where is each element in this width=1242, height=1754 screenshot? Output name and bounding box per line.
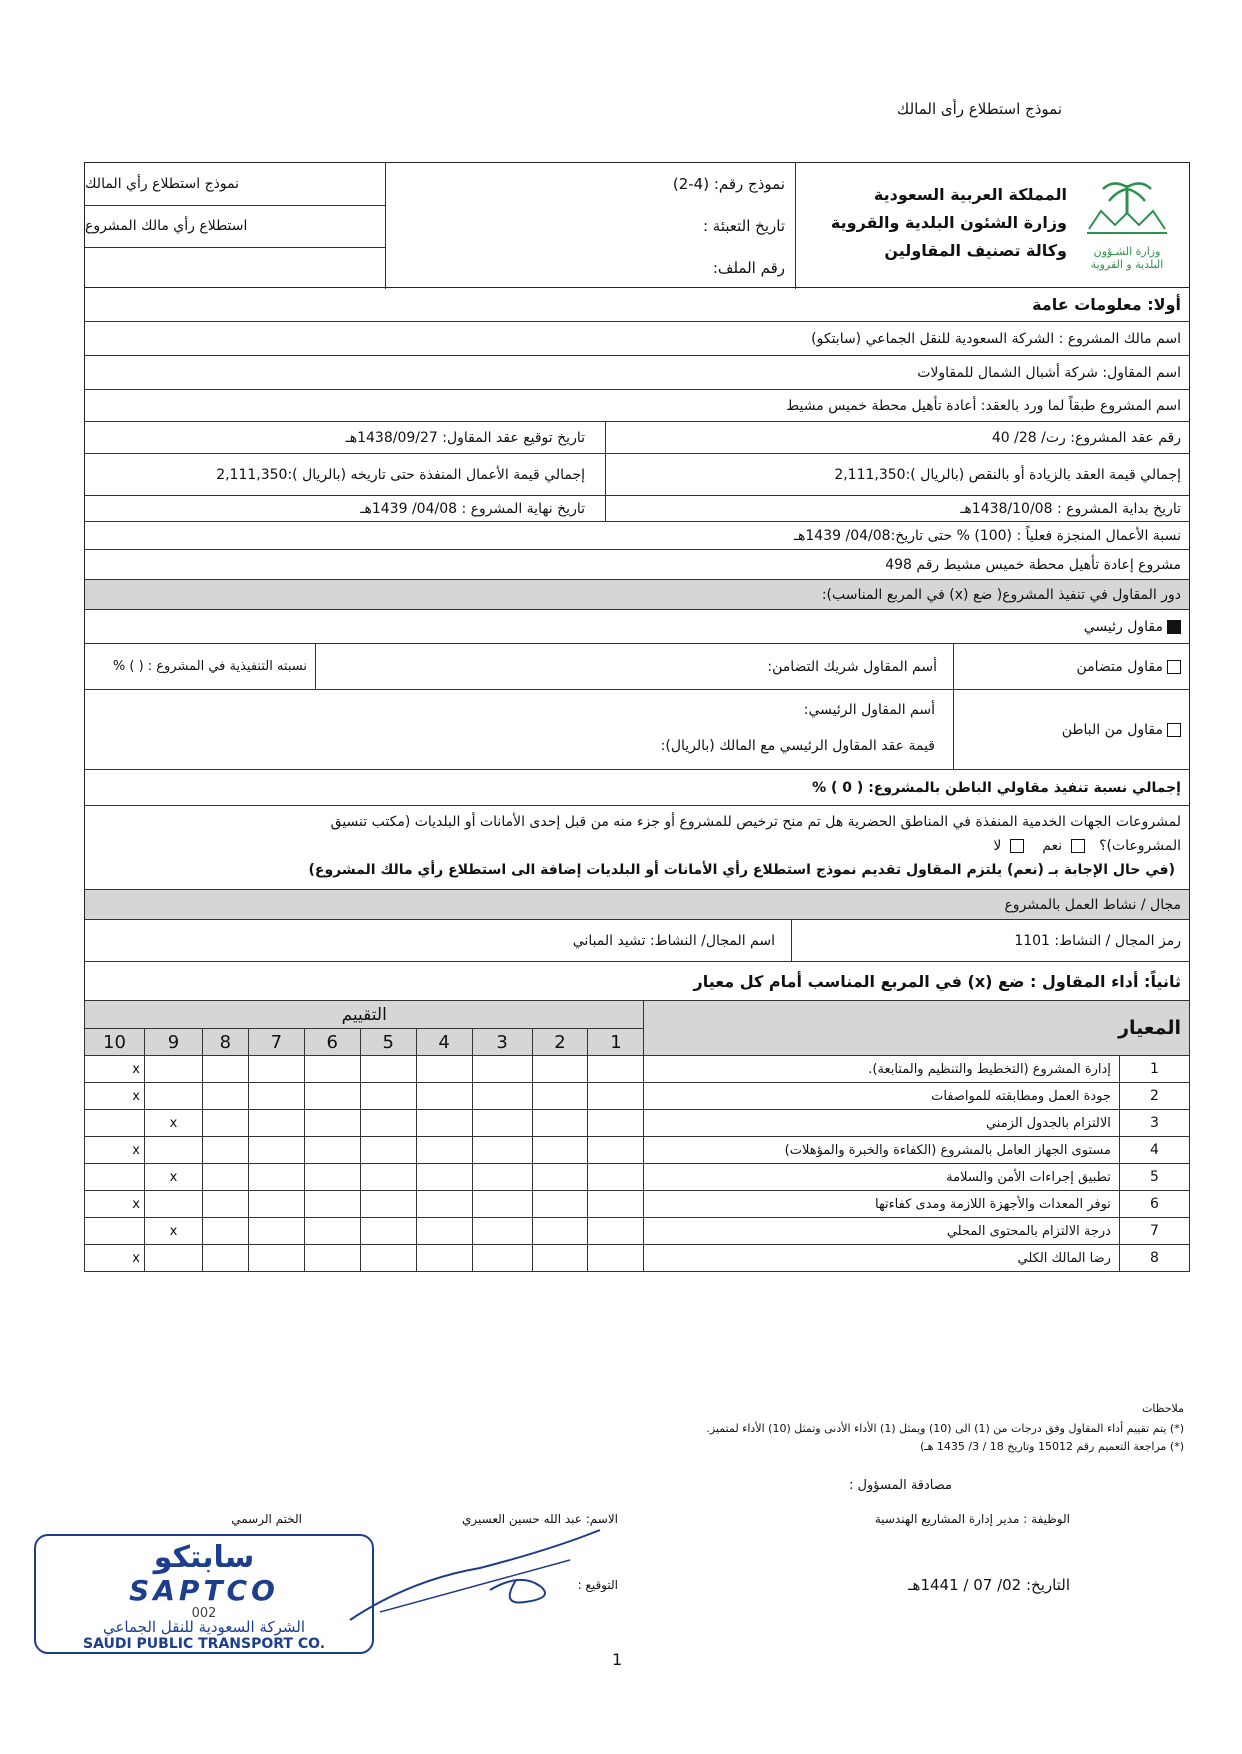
rating-cell-4[interactable] bbox=[416, 1191, 472, 1218]
table-row bbox=[85, 1110, 1190, 1137]
note-2: (*) مراجعة التعميم رقم 15012 وتاريخ 18 / 3/ 1435 هـ) bbox=[920, 1440, 1184, 1453]
rating-cell-10[interactable] bbox=[85, 1137, 145, 1164]
subcontractor-total: إجمالي نسبة تنفيذ مقاولي الباطن بالمشروع: ( 0 ) % bbox=[812, 779, 1181, 796]
rating-cell-4[interactable] bbox=[416, 1056, 472, 1083]
role-header-row bbox=[84, 580, 1190, 610]
rating-cell-5[interactable] bbox=[360, 1056, 416, 1083]
rating-cell-1[interactable] bbox=[588, 1110, 644, 1137]
urban-yes-label: نعم bbox=[1042, 838, 1063, 854]
rating-cell-9[interactable] bbox=[144, 1137, 202, 1164]
scale-header-cell: 9 bbox=[144, 1029, 202, 1056]
rating-cell-7[interactable] bbox=[248, 1164, 304, 1191]
activity-header-row bbox=[84, 890, 1190, 920]
criterion-label: توفر المعدات والأجهزة اللازمة ومدى كفاءتها bbox=[644, 1191, 1120, 1218]
company-stamp bbox=[34, 1534, 374, 1654]
signature-scribble-icon bbox=[340, 1520, 640, 1630]
criterion-label: مستوى الجهاز العامل بالمشروع (الكفاءة والخبرة والمؤهلات) bbox=[644, 1137, 1120, 1164]
note-1: (*) يتم تقييم أداء المقاول وفق درجات من (1) الى (10) ويمثل (1) الأداء الأدنى وتمثل (10) الأداء لمتميز. bbox=[706, 1422, 1184, 1435]
role-header: دور المقاول في تنفيذ المشروع( ضع (x) في المربع المناسب): bbox=[821, 586, 1181, 603]
activity-header: مجال / نشاط العمل بالمشروع bbox=[1004, 896, 1181, 913]
palm-tree-icon bbox=[1077, 175, 1177, 241]
scale-header-cell: 8 bbox=[202, 1029, 248, 1056]
rating-cell-5[interactable] bbox=[360, 1218, 416, 1245]
rating-cell-8[interactable] bbox=[202, 1245, 248, 1272]
rating-mark: x bbox=[132, 1142, 140, 1158]
rating-table bbox=[84, 1000, 1190, 1272]
main-contract-value: قيمة عقد المقاول الرئيسي مع المالك (بالريال): bbox=[660, 738, 935, 754]
role-main-row bbox=[84, 610, 1190, 644]
rating-cell-1[interactable] bbox=[588, 1056, 644, 1083]
rating-cell-10[interactable] bbox=[85, 1245, 145, 1272]
rating-cell-8[interactable] bbox=[202, 1056, 248, 1083]
rating-cell-9[interactable] bbox=[144, 1056, 202, 1083]
rating-mark: x bbox=[132, 1250, 140, 1266]
rating-cell-3[interactable] bbox=[472, 1056, 532, 1083]
activity-code: رمز المجال / النشاط: 1101 bbox=[1014, 932, 1181, 949]
form-header bbox=[84, 162, 1190, 288]
criterion-number: 5 bbox=[1119, 1164, 1189, 1191]
contract-row bbox=[84, 422, 1190, 454]
stamp-english-name: SAUDI PUBLIC TRANSPORT CO. bbox=[82, 1636, 326, 1652]
main-contractor-checkbox[interactable] bbox=[1167, 620, 1181, 634]
table-row bbox=[85, 1218, 1190, 1245]
rating-cell-9[interactable] bbox=[144, 1164, 202, 1191]
subcontractor-total-row bbox=[84, 770, 1190, 806]
header-left-column bbox=[85, 163, 386, 289]
rating-cell-8[interactable] bbox=[202, 1191, 248, 1218]
rating-cell-5[interactable] bbox=[360, 1110, 416, 1137]
rating-cell-10[interactable] bbox=[85, 1110, 145, 1137]
scale-header-cell: 2 bbox=[532, 1029, 588, 1056]
signature-label: التوقيع : bbox=[577, 1578, 618, 1592]
contract-value: إجمالي قيمة العقد بالزيادة أو بالنقص (بالريال ):2,111,350 bbox=[834, 466, 1181, 483]
urban-note: (في حال الإجابة بـ (نعم) يلتزم المقاول تقديم نموذج استطلاع رأي الأمانات أو البلديات إضافة الى استطلاع رأي مالك المشروع) bbox=[308, 862, 1175, 878]
rating-cell-10[interactable] bbox=[85, 1056, 145, 1083]
rating-cell-6[interactable] bbox=[304, 1137, 360, 1164]
rating-cell-1[interactable] bbox=[588, 1245, 644, 1272]
stamp-latin-brand: SAPTCO bbox=[129, 1574, 279, 1607]
form-subtitle: استطلاع رأي مالك المشروع bbox=[85, 205, 385, 248]
rating-cell-1[interactable] bbox=[588, 1137, 644, 1164]
rating-cell-3[interactable] bbox=[472, 1083, 532, 1110]
header-right-column bbox=[795, 163, 1189, 289]
main-contractor-name: أسم المقاول الرئيسي: bbox=[803, 702, 935, 718]
joint-partner-name: أسم المقاول شريك التضامن: bbox=[767, 658, 937, 675]
page-title: نموذج استطلاع رأى المالك bbox=[896, 100, 1062, 118]
rating-mark: x bbox=[169, 1169, 178, 1185]
rating-mark: x bbox=[132, 1196, 140, 1212]
urban-question-2: المشروعات)؟ bbox=[1099, 838, 1181, 854]
rating-cell-3[interactable] bbox=[472, 1110, 532, 1137]
org-line-2: وزارة الشئون البلدية والقروية bbox=[830, 213, 1067, 232]
notes-title: ملاحظات bbox=[1142, 1402, 1184, 1415]
logo-text-2: البلدية و القروية bbox=[1090, 258, 1164, 271]
form-title: نموذج استطلاع رأي المالك bbox=[85, 163, 385, 206]
urban-no-label: لا bbox=[993, 838, 1002, 854]
rating-cell-10[interactable] bbox=[85, 1083, 145, 1110]
rating-cell-2[interactable] bbox=[532, 1083, 588, 1110]
contractor-name: اسم المقاول: شركة أشبال الشمال للمقاولات bbox=[917, 364, 1181, 381]
seal-label: الختم الرسمي bbox=[231, 1512, 302, 1526]
rating-cell-8[interactable] bbox=[202, 1164, 248, 1191]
rating-cell-6[interactable] bbox=[304, 1056, 360, 1083]
criterion-label: درجة الالتزام بالمحتوى المحلي bbox=[644, 1218, 1120, 1245]
rating-cell-7[interactable] bbox=[248, 1137, 304, 1164]
urban-row bbox=[84, 806, 1190, 890]
criterion-number: 8 bbox=[1119, 1245, 1189, 1272]
rating-cell-5[interactable] bbox=[360, 1164, 416, 1191]
contractor-row bbox=[84, 356, 1190, 390]
section-2-title: ثانياً: أداء المقاول : ضع (x) في المربع المناسب أمام كل معيار bbox=[693, 971, 1181, 991]
org-line-1: المملكة العربية السعودية bbox=[873, 185, 1067, 204]
rating-cell-9[interactable] bbox=[144, 1083, 202, 1110]
table-row bbox=[85, 1137, 1190, 1164]
rating-cell-10[interactable] bbox=[85, 1191, 145, 1218]
rating-cell-10[interactable] bbox=[85, 1164, 145, 1191]
rating-cell-3[interactable] bbox=[472, 1218, 532, 1245]
criterion-number: 6 bbox=[1119, 1191, 1189, 1218]
sub-contractor-label: مقاول من الباطن bbox=[1061, 721, 1163, 738]
sub-contractor-checkbox[interactable] bbox=[1167, 723, 1181, 737]
value-row bbox=[84, 454, 1190, 496]
owner-name: اسم مالك المشروع : الشركة السعودية للنقل الجماعي (سابتكو) bbox=[811, 330, 1181, 347]
criterion-number: 7 bbox=[1119, 1218, 1189, 1245]
section-1-title: أولا: معلومات عامة bbox=[1032, 295, 1181, 314]
rating-cell-9[interactable] bbox=[144, 1110, 202, 1137]
dates-row bbox=[84, 496, 1190, 522]
scale-header-cell: 6 bbox=[304, 1029, 360, 1056]
rating-cell-7[interactable] bbox=[248, 1245, 304, 1272]
page-number: 1 bbox=[612, 1650, 623, 1669]
joint-contractor-label: مقاول متضامن bbox=[1076, 658, 1163, 675]
rating-cell-3[interactable] bbox=[472, 1191, 532, 1218]
urban-yes-checkbox[interactable] bbox=[1071, 839, 1085, 853]
rating-cell-7[interactable] bbox=[248, 1083, 304, 1110]
exec-share: نسبته التنفيذية في المشروع : ( ) % bbox=[112, 659, 307, 674]
rating-cell-4[interactable] bbox=[416, 1245, 472, 1272]
scale-header-cell: 10 bbox=[85, 1029, 145, 1056]
scale-header-cell: 7 bbox=[248, 1029, 304, 1056]
criterion-label: تطبيق إجراءات الأمن والسلامة bbox=[644, 1164, 1120, 1191]
sub-row bbox=[84, 690, 1190, 770]
stamp-code: 002 bbox=[191, 1606, 217, 1621]
owner-row bbox=[84, 322, 1190, 356]
scale-header-cell: 4 bbox=[416, 1029, 472, 1056]
rating-cell-1[interactable] bbox=[588, 1164, 644, 1191]
rating-cell-7[interactable] bbox=[248, 1110, 304, 1137]
joint-row bbox=[84, 644, 1190, 690]
activity-name: اسم المجال/ النشاط: تشيد المباني bbox=[572, 932, 775, 949]
approval-name: الاسم: عبد الله حسين العسيري bbox=[462, 1512, 618, 1526]
project-reference: مشروع إعادة تأهيل محطة خميس مشيط رقم 498 bbox=[885, 556, 1181, 573]
rating-cell-10[interactable] bbox=[85, 1218, 145, 1245]
rating-cell-7[interactable] bbox=[248, 1056, 304, 1083]
rating-cell-1[interactable] bbox=[588, 1083, 644, 1110]
rating-cell-5[interactable] bbox=[360, 1137, 416, 1164]
rating-cell-7[interactable] bbox=[248, 1191, 304, 1218]
stamp-arabic-name: الشركة السعودية للنقل الجماعي bbox=[102, 1618, 305, 1636]
rating-cell-6[interactable] bbox=[304, 1191, 360, 1218]
executed-value: إجمالي قيمة الأعمال المنفذة حتى تاريخه (بالريال ):2,111,350 bbox=[216, 466, 585, 483]
main-contractor-label: مقاول رئيسي bbox=[1083, 618, 1163, 635]
rating-cell-6[interactable] bbox=[304, 1164, 360, 1191]
rating-cell-2[interactable] bbox=[532, 1164, 588, 1191]
rating-cell-3[interactable] bbox=[472, 1137, 532, 1164]
criterion-label: إدارة المشروع (التخطيط والتنظيم والمتابعة). bbox=[644, 1056, 1120, 1083]
rating-cell-5[interactable] bbox=[360, 1245, 416, 1272]
joint-contractor-checkbox[interactable] bbox=[1167, 660, 1181, 674]
rating-cell-4[interactable] bbox=[416, 1110, 472, 1137]
project-name-row bbox=[84, 390, 1190, 422]
progress-row bbox=[84, 522, 1190, 550]
rating-cell-9[interactable] bbox=[144, 1191, 202, 1218]
rating-cell-1[interactable] bbox=[588, 1218, 644, 1245]
scale-header-cell: 5 bbox=[360, 1029, 416, 1056]
table-row bbox=[85, 1083, 1190, 1110]
file-number: رقم الملف: bbox=[712, 259, 785, 277]
approval-title: مصادقة المسؤول : bbox=[849, 1478, 952, 1493]
rating-cell-2[interactable] bbox=[532, 1191, 588, 1218]
rating-cell-4[interactable] bbox=[416, 1164, 472, 1191]
criterion-label: رضا المالك الكلي bbox=[644, 1245, 1120, 1272]
ministry-logo bbox=[1077, 175, 1177, 279]
project-name: اسم المشروع طبقاً لما ورد بالعقد: أعادة تأهيل محطة خميس مشيط bbox=[786, 397, 1181, 414]
rating-mark: x bbox=[169, 1115, 178, 1131]
criterion-number: 2 bbox=[1119, 1083, 1189, 1110]
rating-cell-5[interactable] bbox=[360, 1083, 416, 1110]
progress: نسبة الأعمال المنجزة فعلياً : (100) % حتى تاريخ:04/08/ 1439هـ bbox=[793, 527, 1181, 544]
table-row bbox=[85, 1164, 1190, 1191]
rating-cell-8[interactable] bbox=[202, 1110, 248, 1137]
approval-job: الوظيفة : مدير إدارة المشاريع الهندسية bbox=[874, 1512, 1070, 1526]
criteria-header: المعيار bbox=[644, 1001, 1190, 1056]
rating-cell-2[interactable] bbox=[532, 1056, 588, 1083]
table-row bbox=[85, 1191, 1190, 1218]
criterion-number: 3 bbox=[1119, 1110, 1189, 1137]
rating-cell-8[interactable] bbox=[202, 1083, 248, 1110]
urban-no-checkbox[interactable] bbox=[1010, 839, 1024, 853]
table-row bbox=[85, 1245, 1190, 1272]
rating-cell-3[interactable] bbox=[472, 1164, 532, 1191]
fill-date: تاريخ التعبئة : bbox=[702, 217, 785, 235]
rating-cell-2[interactable] bbox=[532, 1110, 588, 1137]
section-2-header bbox=[84, 962, 1190, 1000]
end-date: تاريخ نهاية المشروع : 04/08/ 1439هـ bbox=[360, 500, 585, 517]
rating-cell-9[interactable] bbox=[144, 1218, 202, 1245]
activity-row bbox=[84, 920, 1190, 962]
rating-mark: x bbox=[169, 1223, 178, 1239]
project-ref-row bbox=[84, 550, 1190, 580]
rating-cell-6[interactable] bbox=[304, 1245, 360, 1272]
urban-question: لمشروعات الجهات الخدمية المنفذة في المناطق الحضرية هل تم منح ترخيص للمشروع أو جزء منه من قبل إحدى الأمانات أو البلديات (مكتب تنسيق bbox=[330, 814, 1181, 830]
stamp-arabic-brand: سابتكو bbox=[153, 1540, 255, 1575]
rating-cell-9[interactable] bbox=[144, 1245, 202, 1272]
start-date: تاريخ بداية المشروع : 1438/10/08هـ bbox=[960, 500, 1181, 517]
rating-cell-8[interactable] bbox=[202, 1218, 248, 1245]
scale-header-cell: 3 bbox=[472, 1029, 532, 1056]
rating-cell-8[interactable] bbox=[202, 1137, 248, 1164]
rating-cell-5[interactable] bbox=[360, 1191, 416, 1218]
rating-mark: x bbox=[132, 1088, 140, 1104]
rating-cell-6[interactable] bbox=[304, 1083, 360, 1110]
contract-sign-date: تاريخ توقيع عقد المقاول: 1438/09/27هـ bbox=[345, 429, 585, 446]
section-1-header bbox=[84, 288, 1190, 322]
rating-cell-1[interactable] bbox=[588, 1191, 644, 1218]
rating-cell-6[interactable] bbox=[304, 1110, 360, 1137]
criterion-label: الالتزام بالجدول الزمني bbox=[644, 1110, 1120, 1137]
rating-cell-2[interactable] bbox=[532, 1245, 588, 1272]
rating-body bbox=[85, 1056, 1190, 1272]
rating-cell-3[interactable] bbox=[472, 1245, 532, 1272]
criterion-number: 1 bbox=[1119, 1056, 1189, 1083]
criterion-number: 4 bbox=[1119, 1137, 1189, 1164]
contract-number: رقم عقد المشروع: رت/ 28/ 40 bbox=[991, 429, 1181, 446]
rating-cell-4[interactable] bbox=[416, 1218, 472, 1245]
criterion-label: جودة العمل ومطابقته للمواصفات bbox=[644, 1083, 1120, 1110]
rating-cell-7[interactable] bbox=[248, 1218, 304, 1245]
header-middle-column bbox=[385, 163, 796, 289]
approval-date: التاريخ: 02/ 07 / 1441هـ bbox=[908, 1576, 1070, 1594]
rating-cell-2[interactable] bbox=[532, 1137, 588, 1164]
table-row bbox=[85, 1056, 1190, 1083]
logo-text-1: وزارة الشـؤون bbox=[1093, 245, 1161, 258]
scale-header-cell: 1 bbox=[588, 1029, 644, 1056]
form-number: نموذج رقم: (4-2) bbox=[672, 175, 785, 193]
org-line-3: وكالة تصنيف المقاولين bbox=[884, 241, 1067, 260]
rating-cell-6[interactable] bbox=[304, 1218, 360, 1245]
rating-cell-2[interactable] bbox=[532, 1218, 588, 1245]
rating-cell-4[interactable] bbox=[416, 1137, 472, 1164]
rating-mark: x bbox=[132, 1061, 140, 1077]
rating-cell-4[interactable] bbox=[416, 1083, 472, 1110]
rating-header: التقييم bbox=[85, 1001, 644, 1029]
